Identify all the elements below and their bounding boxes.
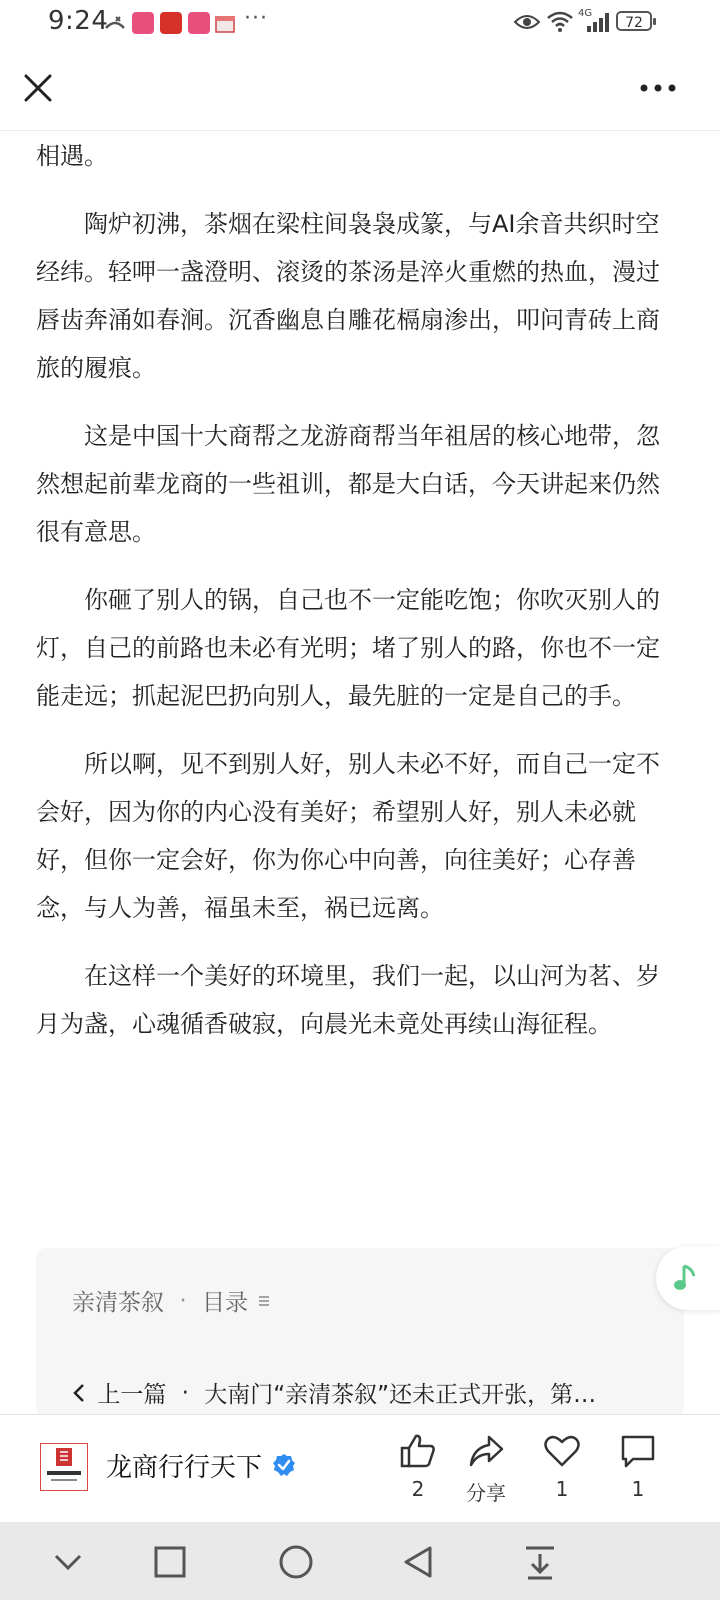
missed-call-icon bbox=[104, 14, 126, 32]
article-body bbox=[36, 128, 676, 1068]
prev-title: 大南门“亲清茶叙”还未正式开张，第… bbox=[204, 1382, 597, 1408]
favorite-button[interactable] bbox=[532, 1433, 592, 1501]
notification-shade-icon[interactable] bbox=[520, 1542, 560, 1582]
album-header[interactable] bbox=[72, 1284, 271, 1317]
status-time: 9:24 bbox=[48, 6, 109, 36]
top-bar bbox=[0, 48, 720, 131]
album-name[interactable]: 亲清茶叙 bbox=[72, 1290, 164, 1316]
app-notification-icon bbox=[132, 12, 154, 34]
article-paragraph: 你砸了别人的锅，自己也不一定能吃饱；你吹灭别人的灯，自己的前路也未必有光明；堵了别人的路，你也不一定能走远；抓起泥巴扔向别人，最先脏的一定是自己的手。 bbox=[36, 586, 660, 710]
share-label: 分享 bbox=[466, 1481, 506, 1505]
recent-apps-icon[interactable] bbox=[150, 1542, 190, 1582]
prev-article-link[interactable] bbox=[72, 1376, 662, 1409]
back-triangle-icon[interactable] bbox=[398, 1542, 438, 1582]
comment-icon bbox=[619, 1433, 657, 1469]
listen-app-icon bbox=[160, 12, 182, 34]
app-notification-icon bbox=[188, 12, 210, 34]
close-icon[interactable] bbox=[20, 70, 56, 106]
battery-level: 72 bbox=[625, 15, 643, 31]
status-bar bbox=[0, 0, 720, 46]
article-paragraph: 陶炉初沸，茶烟在梁柱间袅袅成篆，与AI余音共织时空经纬。轻呷一盏澄明、滚烫的茶汤是淬火重燃的热血，漫过唇齿奔涌如春涧。沉香幽息自雕花槅扇渗出，叩问青砖上商旅的履痕。 bbox=[36, 210, 660, 382]
article-paragraph: 在这样一个美好的环境里，我们一起，以山河为茗、岁月为盏，心魂循香破寂，向晨光未竟处再续山海征程。 bbox=[36, 962, 660, 1038]
more-notifications-icon: ··· bbox=[244, 6, 268, 31]
home-circle-icon[interactable] bbox=[276, 1542, 316, 1582]
chevron-down-icon[interactable] bbox=[48, 1542, 88, 1582]
music-note-icon bbox=[672, 1262, 700, 1294]
wifi-icon bbox=[546, 10, 574, 32]
comment-button[interactable] bbox=[608, 1433, 668, 1501]
music-player-button[interactable] bbox=[656, 1246, 720, 1310]
like-button[interactable] bbox=[388, 1433, 448, 1501]
article-paragraph: 相遇。 bbox=[36, 142, 108, 170]
verified-badge-icon bbox=[272, 1453, 296, 1477]
network-type: 4G bbox=[578, 8, 593, 19]
thumb-up-icon bbox=[399, 1433, 437, 1469]
album-separator: · bbox=[179, 1287, 187, 1314]
prev-separator: · bbox=[181, 1379, 189, 1406]
prev-label: 上一篇 bbox=[97, 1382, 167, 1408]
article-paragraph: 这是中国十大商帮之龙游商帮当年祖居的核心地带，忽然想起前辈龙商的一些祖训，都是大白话，今天讲起来仍然很有意思。 bbox=[36, 422, 660, 546]
account-name[interactable]: 龙商行行天下 bbox=[106, 1453, 263, 1483]
battery-indicator bbox=[616, 11, 652, 31]
article-paragraph: 所以啊，见不到别人好，别人未必不好，而自己一定不会好，因为你的内心没有美好；希望别人好，别人未必就好，但你一定会好，你为你心中向善，向往美好；心存善念，与人为善，福虽未至，祸已远离。 bbox=[36, 750, 660, 922]
system-nav-bar bbox=[0, 1522, 720, 1600]
account-avatar[interactable] bbox=[40, 1443, 88, 1491]
toc-label[interactable]: 目录 bbox=[201, 1290, 248, 1316]
like-count: 2 bbox=[411, 1477, 425, 1501]
favorite-count: 1 bbox=[555, 1477, 569, 1501]
gift-box-icon bbox=[214, 12, 236, 34]
share-icon bbox=[467, 1433, 505, 1469]
list-icon bbox=[257, 1294, 271, 1308]
signal-icon bbox=[586, 12, 610, 32]
album-card bbox=[36, 1248, 684, 1418]
heart-icon bbox=[543, 1433, 581, 1469]
more-dots-icon[interactable] bbox=[636, 76, 680, 100]
share-button[interactable] bbox=[456, 1433, 516, 1506]
eye-icon bbox=[514, 12, 540, 32]
account-logo-icon bbox=[41, 1444, 87, 1490]
chevron-left-icon bbox=[72, 1382, 86, 1404]
comment-count: 1 bbox=[631, 1477, 645, 1501]
bottom-action-bar bbox=[0, 1414, 720, 1523]
